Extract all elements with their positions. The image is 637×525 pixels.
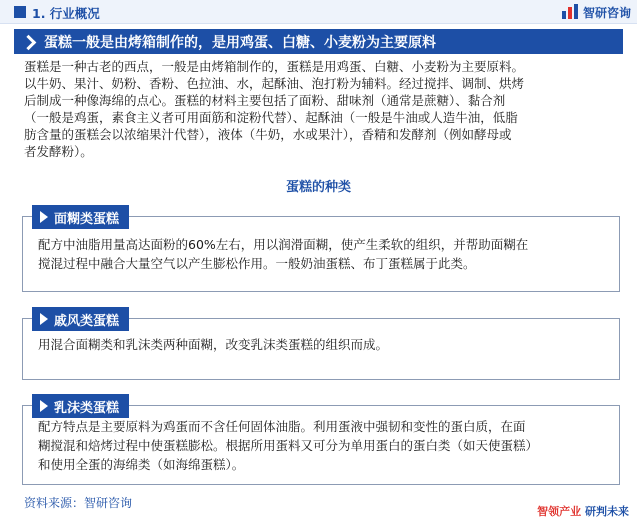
category-text [38, 335, 606, 354]
category-text-line: 搅混过程中融合大量空气以产生膨松作用。一般奶油蛋糕、布丁蛋糕属于此类。 [38, 256, 476, 271]
category-text-line: 糊搅混和焙烤过程中使蛋糕膨松。根据所用蛋料又可分为单用蛋白的蛋白类（如天使蛋糕） [38, 438, 539, 453]
logo [561, 3, 631, 21]
intro-paragraph [24, 58, 616, 160]
intro-line: 蛋糕是一种古老的西点，一般是由烤箱制作的，蛋糕是用鸡蛋、白糖、小麦粉为主要原料。 [24, 59, 525, 74]
bar-chart-logo-icon [561, 3, 579, 21]
category-label-text: 面糊类蛋糕 [54, 211, 120, 227]
section-marker-icon [14, 6, 26, 18]
subheading: 蛋糕的种类 [285, 180, 351, 195]
category-label [32, 205, 129, 229]
banner-title: 蛋糕一般是由烤箱制作的，是用鸡蛋、白糖、小麦粉为主要原料 [44, 35, 436, 51]
footer-brand-left: 智领产业 [537, 505, 582, 518]
category-text [38, 235, 606, 273]
triangle-right-icon [40, 313, 48, 325]
category-label [32, 394, 129, 418]
category-label [32, 307, 129, 331]
logo-text: 智研咨询 [582, 5, 631, 20]
chevron-right-icon [21, 34, 37, 50]
category-text-line: 配方特点是主要原料为鸡蛋而不含任何固体油脂。利用蛋液中强韧和变性的蛋白质，在面 [38, 419, 526, 434]
category-text [38, 417, 606, 474]
category-text-line: 配方中油脂用量高达面粉的60%左右，用以润滑面糊，使产生柔软的组织，并帮助面糊在 [38, 237, 529, 252]
category-text-line: 用混合面糊类和乳沫类两种面糊，改变乳沫类蛋糕的组织而成。 [38, 337, 389, 352]
intro-line: 以牛奶、果汁、奶粉、香粉、色拉油、水，起酥油、泡打粉为辅料。经过搅拌、调制、烘烤 [24, 76, 525, 91]
title-banner [14, 29, 623, 54]
footer-brand-right: 研判未来 [585, 505, 629, 518]
category-label-text: 戚风类蛋糕 [54, 313, 120, 329]
triangle-right-icon [40, 400, 48, 412]
footer-brand [537, 503, 629, 519]
triangle-right-icon [40, 211, 48, 223]
intro-line: （一般是鸡蛋，素食主义者可用面筋和淀粉代替）、起酥油（一般是牛油或人造牛油，低脂 [24, 110, 518, 125]
category-label-text: 乳沫类蛋糕 [54, 400, 120, 416]
section-title: 1. 行业概况 [32, 6, 100, 21]
intro-line: 后制成一种像海绵的点心。蛋糕的材料主要包括了面粉、甜味剂（通常是蔗糖）、黏合剂 [24, 93, 506, 108]
intro-line: 肪含量的蛋糕会以浓缩果汁代替），液体（牛奶，水或果汁），香精和发酵剂（例如酵母或 [24, 127, 512, 142]
category-text-line: 和使用全蛋的海绵类（如海绵蛋糕）。 [38, 457, 245, 472]
top-header [0, 0, 637, 24]
source-note: 资料来源：智研咨询 [24, 496, 133, 510]
intro-line: 者发酵粉）。 [24, 144, 93, 159]
